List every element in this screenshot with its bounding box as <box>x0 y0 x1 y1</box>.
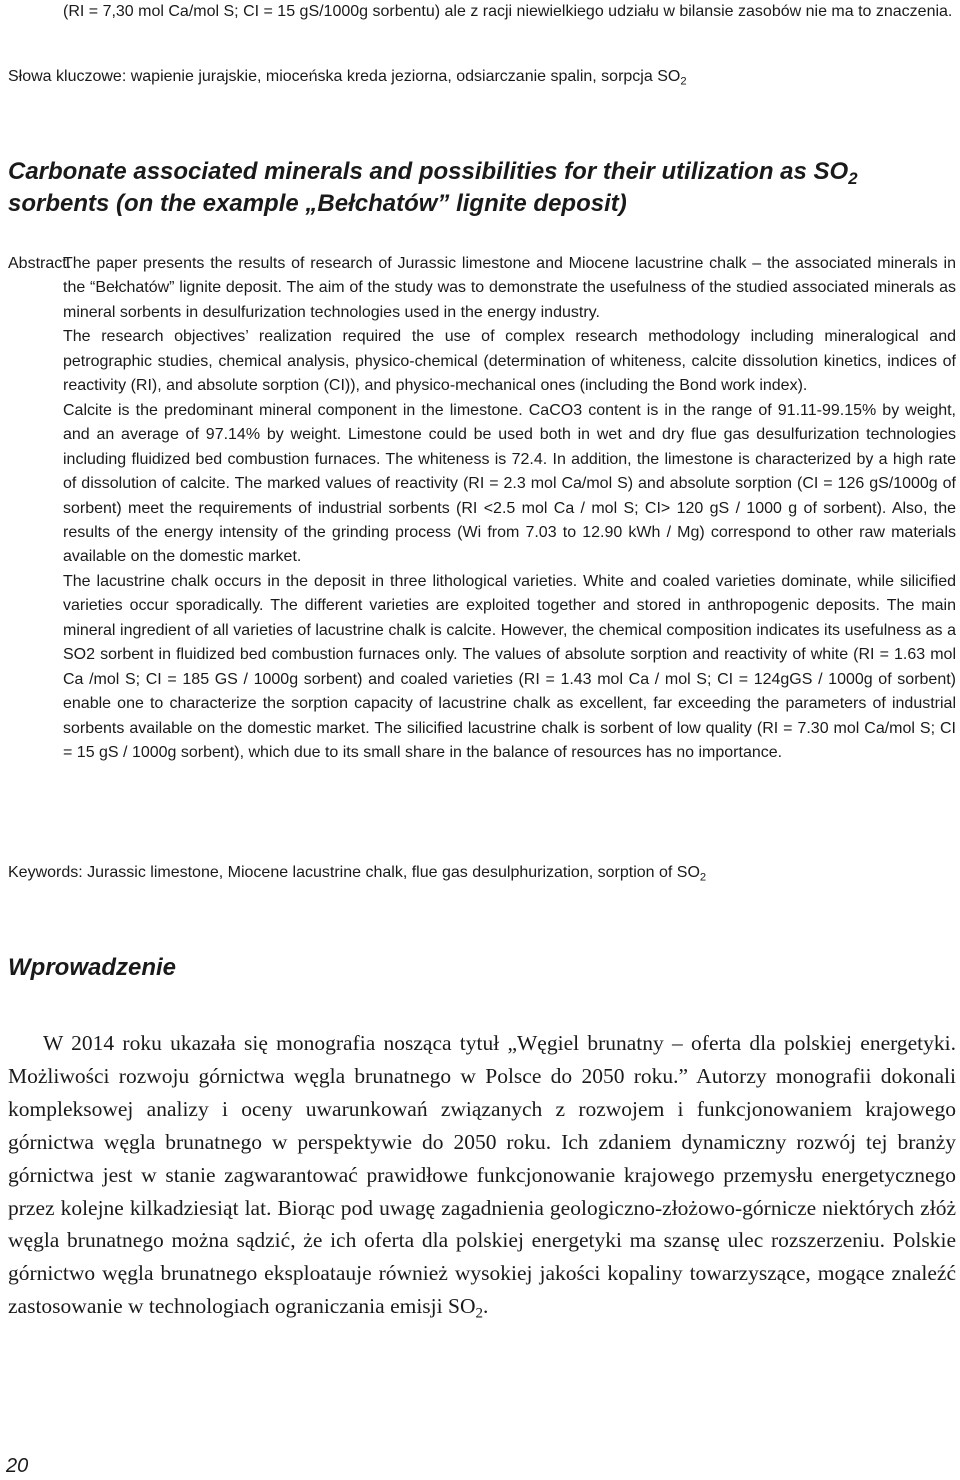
polish-abstract-continuation: (RI = 7,30 mol Ca/mol S; CI = 15 gS/1000g sorbentu) ale z racji niewielkiego udziału w bilansie zasobów nie ma to znaczenia. <box>63 3 953 20</box>
english-title-line1-text: Carbonate associated minerals and possibilities for their utilization as SO <box>8 158 849 185</box>
abstract-limestone-paragraph: Calcite is the predominant mineral component in the limestone. CaCO3 content is in the range of 91.11-99.15% by weight, and an average of 97.14% by weight. Limestone could be used both in wet and dry flue gas desulfurization technologies including fluidized bed combustion furnaces. The whiteness is 72.4. In addition, the limestone is characterized by a high rate of dissolution of calcite. The marked values of reactivity (RI = 2.3 mol Ca/mol S) and absolute sorption (CI = 126 gS/1000g of sorbent) meet the requirements of industrial sorbents (RI <2.5 mol Ca / mol S; CI> 120 gS / 1000 g of sorbent). Also, the results of the energy intensity of the grinding process (Wi from 7.03 to 12.90 kWh / Mg) correspond to other raw materials available on the domestic market. <box>63 401 956 566</box>
polish-keywords <box>8 65 948 89</box>
english-title-subscript: 2 <box>848 169 858 189</box>
intro-paragraph-subscript: 2 <box>475 1305 484 1322</box>
intro-paragraph-end: . <box>483 1294 489 1319</box>
abstract-methodology-paragraph: The research objectives’ realization required the use of complex research methodology including mineralogical and petrographic studies, chemical analysis, physico-chemical (determination of whiteness, calcite dissolution kinetics, indices of reactivity (RI), and absolute sorption (CI)), and physico-mechanical ones (including the Bond work index). <box>63 328 956 395</box>
english-title-line1 <box>8 156 953 188</box>
abstract-intro-paragraph: The paper presents the results of research of Jurassic limestone and Miocene lacustrine chalk – the associated minerals in the “Bełchatów” lignite deposit. The aim of the study was to demonstrate the usefulness of the studied associated minerals as mineral sorbents in desulfurization technologies used in the energy industry. <box>63 255 956 321</box>
english-title <box>8 156 953 220</box>
english-keywords-subscript: 2 <box>699 871 707 884</box>
intro-paragraph <box>8 1027 956 1323</box>
abstract-chalk-paragraph: The lacustrine chalk occurs in the deposit in three lithological varieties. White and coaled varieties dominate, while silicified varieties occur sporadically. The different varieties are exploited together and stored in anthropogenic deposits. The main mineral ingredient of all varieties of lacustrine chalk is calcite. However, the chemical composition indicates its usefulness as a SO2 sorbent in fluidized bed combustion furnaces only. The values of absolute sorption and reactivity of white (RI = 1.63 mol Ca /mol S; CI = 185 GS / 1000g sorbent) and coaled varieties (RI = 1.43 mol Ca / mol S; CI = 124gGS / 1000g of sorbent) enable one to characterize the sorption capacity of lacustrine chalk as excellent, far exceeding the parameters of industrial sorbents available on the domestic market. The silicified lacustrine chalk is sorbent of low quality (RI = 7.30 mol Ca/mol S; CI = 15 gS / 1000g sorbent), which due to its small share in the balance of resources has no importance. <box>63 572 956 762</box>
english-keywords <box>8 861 953 885</box>
english-keywords-text: Keywords: Jurassic limestone, Miocene lacustrine chalk, flue gas desulphurization, sorption of SO <box>8 864 700 881</box>
english-title-line2: sorbents (on the example „Bełchatów” lignite deposit) <box>8 190 627 217</box>
abstract <box>8 252 956 766</box>
intro-paragraph-text: W 2014 roku ukazała się monografia nosząca tytuł „Węgiel brunatny – oferta dla polskiej energetyki. Możliwości rozwoju górnictwa węgla brunatnego w Polsce do 2050 roku.” Autorzy monografii dokonali kompleksowej analizy i oceny uwarunkowań związanych z rozwojem i funkcjonowaniem krajowego górnictwa węgla brunatnego w perspektywie do 2050 roku. Ich zdaniem dynamiczny rozwój tej branży górnictwa jest w stanie zagwarantować prawidłowe funkcjonowanie krajowego przemysłu energetycznego przez kolejne kilkadziesiąt lat. Biorąc pod uwagę zagadnienia geologiczno-złożowo-górnicze niektórych złóż węgla brunatnego można sądzić, że ich oferta dla polskiej energetyki ma szansę ulec rozszerzeniu. Polskie górnictwo węgla brunatnego eksploatauje również wysokiej jakości kopaliny towarzyszące, mogące znaleźć zastosowanie w technologiach ograniczania emisji SO <box>8 1031 956 1319</box>
section-heading-intro: Wprowadzenie <box>8 954 177 981</box>
page-number: 20 <box>6 1455 29 1477</box>
polish-keywords-subscript: 2 <box>680 75 687 88</box>
abstract-label: Abstract. <box>8 255 72 272</box>
polish-keywords-text: Słowa kluczowe: wapienie jurajskie, mioceńska kreda jeziorna, odsiarczanie spalin, sorpcja SO <box>8 68 681 85</box>
